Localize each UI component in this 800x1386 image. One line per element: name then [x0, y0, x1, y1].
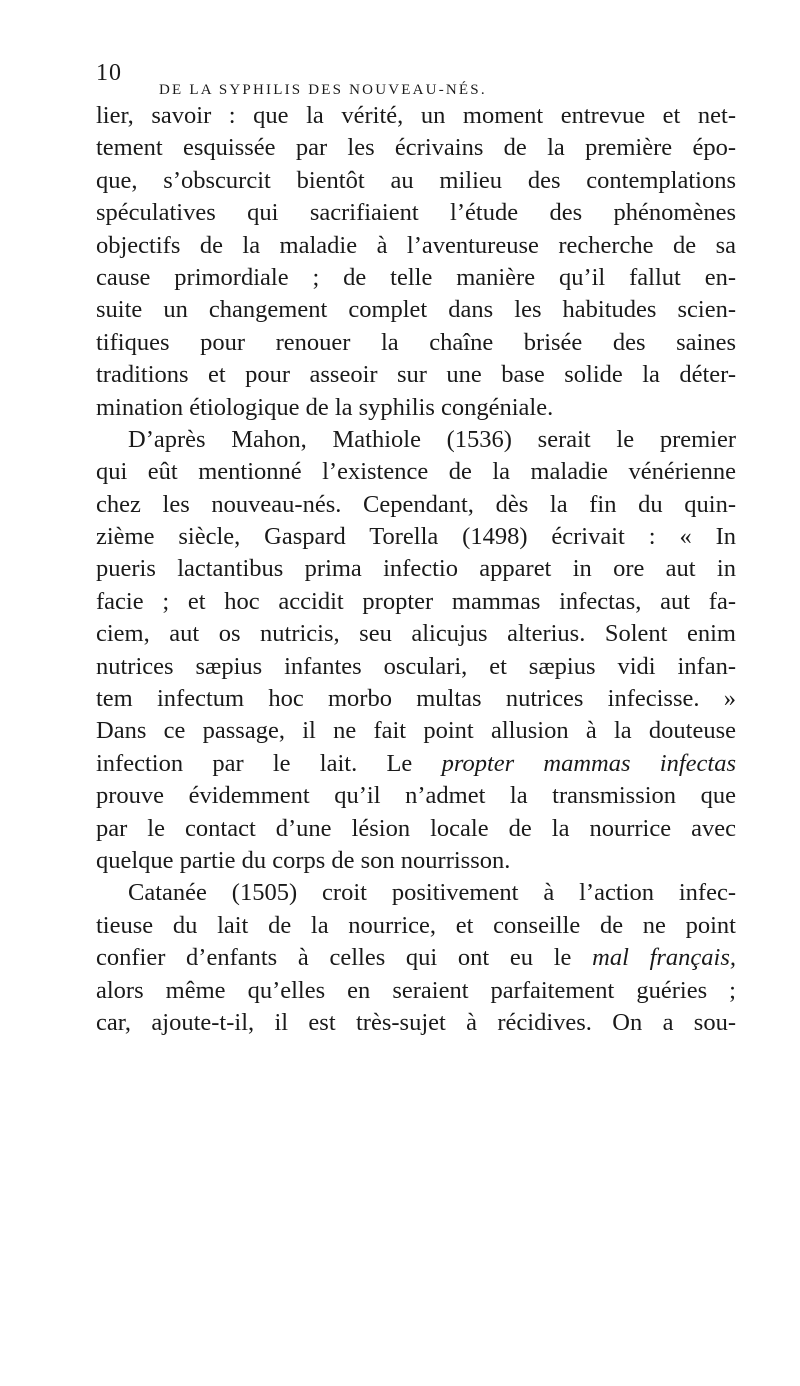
text-line: traditions et pour asseoir sur une base solide la déter-: [96, 361, 736, 389]
text-line: [96, 748, 736, 780]
text-line: pueris lactantibus prima infectio apparet in ore aut in: [96, 555, 736, 583]
text-line: facie ; et hoc accidit propter mammas infectas, aut fa-: [96, 587, 736, 615]
text-line: tement esquissée par les écrivains de la première épo-: [96, 134, 736, 162]
text-line: Dans ce passage, il ne fait point allusion à la douteuse: [96, 717, 736, 745]
running-title: DE LA SYPHILIS DES NOUVEAU-NÉS.: [159, 82, 487, 98]
text-line: objectifs de la maladie à l’aventureuse recherche de sa: [96, 231, 736, 259]
page-number: 10: [96, 60, 122, 86]
text-line: quelque partie du corps de son nourrisson.: [96, 846, 511, 874]
text-line: alors même qu’elles en seraient parfaitement guéries ;: [96, 976, 736, 1004]
text-line: mination étiologique de la syphilis congéniale.: [96, 393, 554, 421]
text-run: confier d’enfants à celles qui ont eu le: [96, 944, 572, 972]
text-line: suite un changement complet dans les habitudes scien-: [96, 296, 736, 324]
text-line: [96, 942, 736, 974]
text-line: spéculatives qui sacrifiaient l’étude des phénomènes: [96, 199, 736, 227]
text-line: cause primordiale ; de telle manière qu’il fallut en-: [96, 263, 736, 291]
text-line: prouve évidemment qu’il n’admet la transmission que: [96, 782, 736, 810]
text-run: infection par le lait. Le: [96, 749, 413, 777]
text-line: tifiques pour renouer la chaîne brisée des saines: [96, 328, 736, 356]
text-line: chez les nouveau-nés. Cependant, dès la fin du quin-: [96, 490, 736, 518]
text-line: Catanée (1505) croit positivement à l’action infec-: [128, 879, 736, 907]
text-line: lier, savoir : que la vérité, un moment entrevue et net-: [96, 102, 736, 129]
text-line: que, s’obscurcit bientôt au milieu des contemplations: [96, 166, 736, 194]
text-line: nutrices sæpius infantes osculari, et sæpius vidi infan-: [96, 652, 736, 680]
text-line: tem infectum hoc morbo multas nutrices infecisse. »: [96, 685, 736, 713]
text-line: ciem, aut os nutricis, seu alicujus alterius. Solent enim: [96, 620, 736, 648]
italic-phrase: mal français,: [592, 944, 736, 972]
text-line: zième siècle, Gaspard Torella (1498) écrivait : « In: [96, 523, 736, 551]
book-page: [96, 60, 736, 1039]
running-head: [96, 60, 736, 100]
text-line: D’après Mahon, Mathiole (1536) serait le premier: [128, 425, 736, 453]
text-line: tieuse du lait de la nourrice, et conseille de ne point: [96, 911, 736, 939]
text-line: car, ajoute-t-il, il est très-sujet à récidives. On a sou-: [96, 1008, 736, 1036]
text-line: qui eût mentionné l’existence de la maladie vénérienne: [96, 458, 736, 486]
italic-phrase: propter mammas infectas: [441, 749, 736, 777]
text-line: par le contact d’une lésion locale de la nourrice avec: [96, 814, 736, 842]
body-text: [96, 100, 736, 1039]
